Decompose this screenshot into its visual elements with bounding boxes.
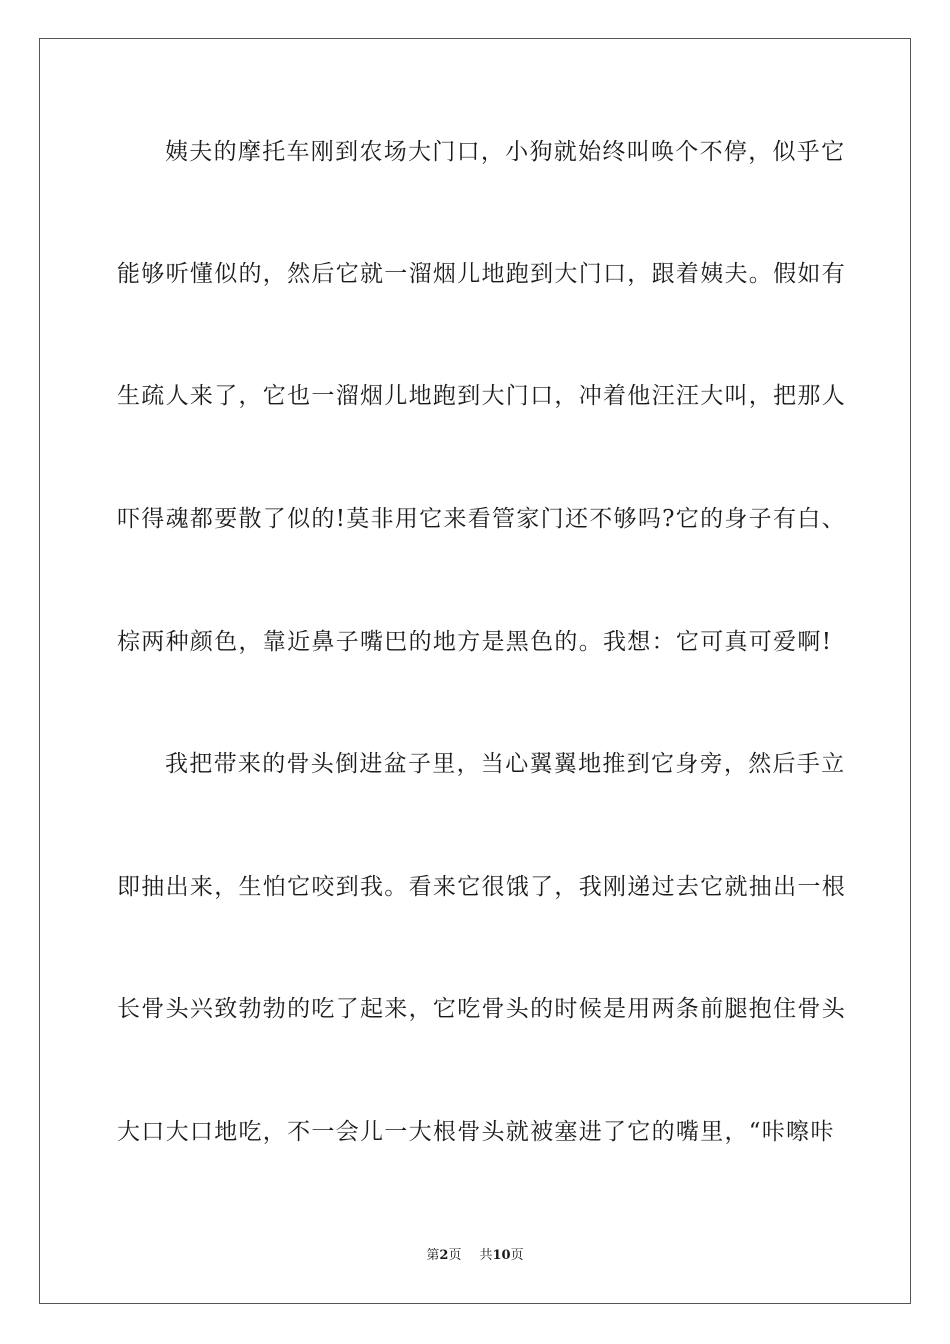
text-line: 吓得魂都要散了似的!莫非用它来看管家门还不够吗?它的身子有白、: [117, 506, 846, 532]
text-line: 大口大口地吃，不一会儿一大根骨头就被塞进了它的嘴里，“咔嚓咔: [117, 1119, 835, 1145]
text-line: 棕两种颜色，靠近鼻子嘴巴的地方是黑色的。我想：它可真可爱啊!: [117, 629, 833, 655]
page-number: 2: [439, 1248, 449, 1263]
page-frame: [39, 38, 911, 1304]
text-line: 生疏人来了，它也一溜烟儿地跑到大门口，冲着他汪汪大叫，把那人: [117, 383, 846, 409]
text-line: 我把带来的骨头倒进盆子里，当心翼翼地推到它身旁，然后手立: [165, 751, 846, 777]
page-number-prefix: 第: [426, 1248, 440, 1263]
total-pages: 10: [492, 1248, 511, 1263]
total-pages-suffix: 页: [510, 1248, 524, 1263]
text-line: 长骨头兴致勃勃的吃了起来，它吃骨头的时候是用两条前腿抱住骨头: [117, 996, 846, 1022]
text-line: 姨夫的摩托车刚到农场大门口，小狗就始终叫唤个不停，似乎它: [165, 139, 846, 165]
total-pages-prefix: 共: [479, 1248, 493, 1263]
page-footer: [0, 1247, 950, 1265]
text-line: 即抽出来，生怕它咬到我。看来它很饿了，我刚递过去它就抽出一根: [117, 874, 846, 900]
text-line: 能够听懂似的，然后它就一溜烟儿地跑到大门口，跟着姨夫。假如有: [117, 261, 846, 287]
page-number-suffix: 页: [448, 1248, 462, 1263]
